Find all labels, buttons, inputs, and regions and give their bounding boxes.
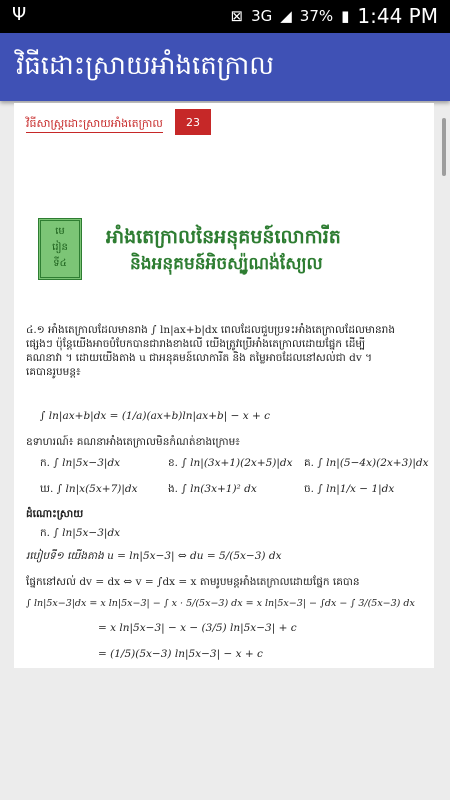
exercise-item [168,457,293,472]
method-text: យើងតាង u = ln|5x−3| ⇔ du = 5/(5x−3) dx [67,550,282,562]
network-label: 3G [251,7,273,25]
exercise-label: ច. [304,483,315,495]
exercise-label: ក. [40,457,51,469]
method-label: របៀបទី១ [26,550,64,562]
status-icons [231,4,439,28]
battery-label: 37% [299,7,334,25]
doc-header [26,117,163,133]
exercise-item [40,483,138,498]
method-line [26,549,282,563]
solution-heading: ដំណោះស្រាយ [26,508,84,520]
exercise-label: គ. [304,457,315,469]
app-title: វិធីដោះស្រាយអាំងតេក្រាល [16,51,274,81]
lesson-line-1: មេ [55,226,65,237]
intro-line: ៤.១ អាំងតេក្រាលដែលមានរាង ∫ ln|ax+b|dx ពេលដែលជួបប្រទះអាំងតេក្រាលដែលមានរាង [26,324,396,336]
rest-text: ផ្នែកនៅសល់ dv = dx ⇔ v = ∫dx = x តាមរូបមន្តអាំងតេក្រាលដោយផ្នែក គេបាន [26,576,360,588]
intro-line: ផ្សេងៗ ប៉ុន្តែយើងអាចបំបែកបានជារាងខាងលើ យើងត្រូវប្រើអាំងតេក្រាលដោយផ្នែក ដើម្បី [26,338,366,350]
exercise-label: ឃ. [40,483,54,495]
solution-a-label: ក. [40,527,51,539]
exercise-heading: ឧទាហរណ៍៖ គណនាអាំងតេក្រាលមិនកំណត់ខាងក្រោម៖ [26,436,240,448]
step-3: = (1/5)(5x−3) ln|5x−3| − x + c [98,648,263,660]
exercise-item [304,483,394,498]
clock: 1:44 PM [357,4,438,28]
exercise-expr: ∫ ln(3x+1)² dx [181,483,257,495]
usb-icon: Ψ [12,4,27,25]
step-1: ∫ ln|5x−3|dx = x ln|5x−3| − ∫ x · 5/(5x−3) dx = x ln|5x−3| − ∫dx − ∫ 3/(5x−3) dx [26,598,415,609]
solution-a-expr: ∫ ln|5x−3|dx [53,527,121,539]
battery-icon: ▮ [341,7,350,25]
intro-line: គេបានរូបមន្ត៖ [26,366,81,378]
exercise-label: ខ. [168,457,179,469]
doc-header-text: វិធីសាស្ត្រដោះស្រាយអាំងតេក្រាល [26,117,163,133]
page-number-badge: 23 [175,109,211,135]
app-bar [0,33,450,101]
mute-icon: ⊠ [230,7,244,25]
exercise-item [40,457,120,472]
exercise-label: ង. [168,483,179,495]
chapter-subtitle: និងអនុគមន៍អិចស្ប៉ូណង់ស្យែល [130,254,323,274]
intro-line: គណនាវា ។ ដោយយើងតាង u ជាអនុគមន៍លោការីត និង តម្លៃអាចដែលនៅសល់ជា dv ។ [26,352,373,364]
scrollbar[interactable] [442,118,446,176]
exercise-expr: ∫ ln|1/x − 1|dx [317,483,395,495]
lesson-line-2: រៀន [52,242,68,253]
exercise-expr: ∫ ln|x(5x+7)|dx [56,483,138,495]
main-formula: ∫ ln|ax+b|dx = (1/a)(ax+b)ln|ax+b| − x + c [40,410,271,422]
exercise-item [304,457,429,472]
document-page[interactable] [14,103,434,668]
intro-paragraph [26,323,422,379]
exercise-expr: ∫ ln|(3x+1)(2x+5)|dx [181,457,293,469]
step-2: = x ln|5x−3| − x − (3/5) ln|5x−3| + c [98,622,297,634]
exercise-expr: ∫ ln|(5−4x)(2x+3)|dx [317,457,429,469]
lesson-box [38,218,82,280]
chapter-title: អាំងតេក្រាលនៃអនុគមន៍លោការីត [106,226,341,248]
signal-icon: ◢ [280,7,292,25]
exercise-expr: ∫ ln|5x−3|dx [53,457,121,469]
lesson-line-3: ទី៤ [53,258,67,269]
status-bar [0,0,450,33]
exercise-item [168,483,257,498]
solution-a [40,527,120,542]
